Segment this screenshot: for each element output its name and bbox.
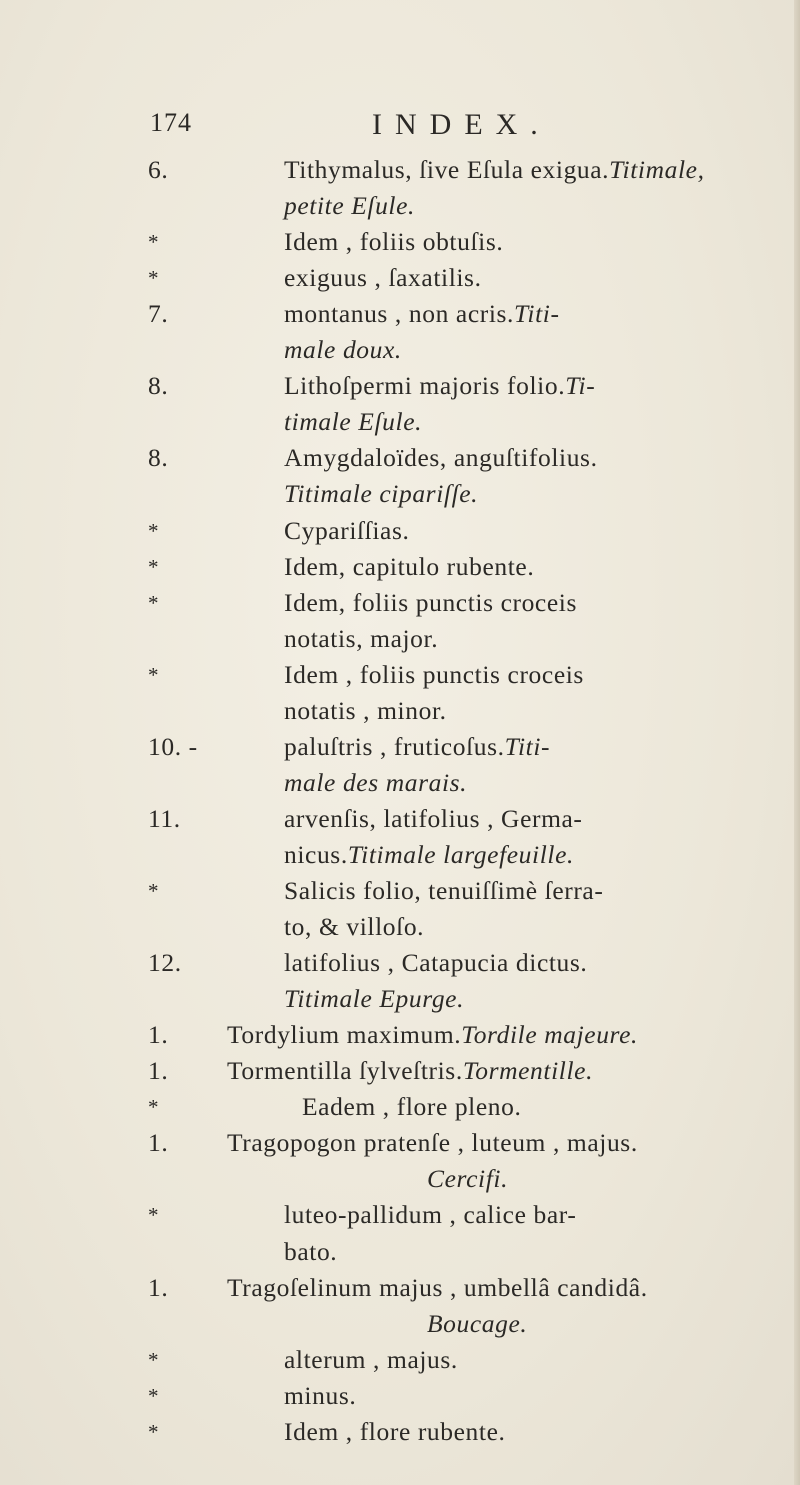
asterisk-marker: * bbox=[148, 590, 160, 615]
latin-name: nicus. bbox=[284, 839, 348, 869]
index-line bbox=[0, 948, 800, 986]
french-name: timale Eſule. bbox=[284, 407, 423, 437]
entry-number: 12. bbox=[148, 948, 182, 978]
index-line bbox=[0, 1237, 800, 1275]
asterisk-marker: * bbox=[148, 518, 160, 543]
latin-name: Cypariſſias. bbox=[284, 515, 410, 545]
index-line bbox=[0, 407, 800, 445]
latin-name: Amygdaloïdes, anguſtifolius. bbox=[284, 443, 598, 473]
latin-name: Idem , foliis punctis croceis bbox=[284, 659, 584, 689]
index-line bbox=[0, 552, 800, 590]
latin-name: minus. bbox=[284, 1380, 357, 1410]
latin-name: Tormentilla ſylveſtris. bbox=[227, 1056, 463, 1086]
index-line bbox=[0, 588, 800, 626]
index-line bbox=[0, 1020, 800, 1058]
latin-name: luteo-pallidum , calice bar- bbox=[284, 1200, 577, 1230]
entry-number: 1. bbox=[148, 1272, 169, 1302]
index-line bbox=[0, 479, 800, 517]
entry-number: 8. bbox=[148, 371, 169, 401]
index-line bbox=[0, 1273, 800, 1311]
entry-number: 1. bbox=[148, 1020, 169, 1050]
page-title: INDEX. bbox=[372, 108, 551, 141]
latin-name: arvenſis, latifolius , Germa- bbox=[284, 803, 583, 833]
latin-name: Eadem , flore pleno. bbox=[302, 1092, 522, 1122]
index-line bbox=[0, 768, 800, 806]
french-name: Titimale largefeuille. bbox=[347, 839, 574, 869]
index-line bbox=[0, 1309, 800, 1347]
index-line bbox=[0, 1128, 800, 1166]
latin-name: Tordylium maximum. bbox=[227, 1020, 462, 1050]
index-line bbox=[0, 732, 800, 770]
asterisk-marker: * bbox=[148, 879, 160, 903]
entry-number: 10. - bbox=[148, 731, 198, 761]
french-name: male des marais. bbox=[284, 767, 468, 797]
latin-name: bato. bbox=[284, 1236, 338, 1266]
french-name: Tormentille. bbox=[462, 1056, 594, 1086]
french-name: Titi- bbox=[514, 299, 560, 329]
french-name: Titimale, bbox=[609, 155, 705, 184]
french-name: petite Eſule. bbox=[284, 191, 416, 221]
asterisk-marker: * bbox=[148, 662, 160, 687]
index-line bbox=[0, 876, 800, 914]
latin-name: notatis, major. bbox=[284, 623, 439, 653]
index-line bbox=[0, 1200, 800, 1238]
french-name: Titi- bbox=[504, 731, 551, 761]
french-name: Tordile majeure. bbox=[461, 1020, 639, 1050]
entry-number: 7. bbox=[148, 299, 169, 329]
entry-number: 11. bbox=[148, 803, 181, 833]
asterisk-marker: * bbox=[148, 1203, 160, 1228]
latin-name: Idem, capitulo rubente. bbox=[284, 551, 535, 581]
index-line bbox=[0, 984, 800, 1022]
latin-name: exiguus , ſaxatilis. bbox=[284, 263, 482, 293]
index-line bbox=[0, 263, 800, 301]
latin-name: notatis , minor. bbox=[284, 695, 447, 725]
index-line bbox=[0, 804, 800, 842]
index-line bbox=[0, 443, 800, 481]
index-line bbox=[0, 516, 800, 554]
index-line bbox=[0, 1417, 800, 1455]
french-name: Titimale Epurge. bbox=[284, 984, 465, 1014]
french-name: Cercifi. bbox=[427, 1164, 509, 1194]
asterisk-marker: * bbox=[148, 266, 160, 291]
index-line bbox=[0, 696, 800, 734]
asterisk-marker: * bbox=[148, 1095, 160, 1120]
index-line bbox=[0, 1092, 800, 1130]
index-line bbox=[0, 1164, 800, 1202]
latin-name: paluſtris , fruticoſus. bbox=[284, 731, 505, 761]
index-line bbox=[0, 840, 800, 878]
index-line bbox=[0, 1381, 800, 1419]
asterisk-marker: * bbox=[148, 1419, 160, 1444]
latin-name: Idem , flore rubente. bbox=[284, 1416, 506, 1446]
latin-name: to, & villoſo. bbox=[284, 912, 425, 942]
latin-name: alterum , majus. bbox=[284, 1344, 458, 1374]
page-number: 174 bbox=[150, 108, 192, 137]
latin-name: Tragoſelinum majus , umbellâ candidâ. bbox=[227, 1272, 648, 1302]
latin-name: latifolius , Catapucia dictus. bbox=[284, 948, 588, 978]
latin-name: Idem, foliis punctis croceis bbox=[284, 587, 577, 617]
index-line bbox=[0, 1056, 800, 1094]
index-line bbox=[0, 624, 800, 662]
index-line bbox=[0, 371, 800, 409]
french-name: Titimale cipariſſe. bbox=[284, 479, 479, 509]
index-line bbox=[0, 335, 800, 373]
latin-name: Salicis folio, tenuiſſimè ſerra- bbox=[284, 876, 604, 905]
entry-number: 6. bbox=[148, 155, 169, 184]
asterisk-marker: * bbox=[148, 1383, 160, 1408]
asterisk-marker: * bbox=[148, 1347, 160, 1372]
index-line bbox=[0, 155, 800, 193]
french-name: male doux. bbox=[284, 335, 402, 365]
index-line bbox=[0, 660, 800, 698]
entry-number: 1. bbox=[148, 1128, 169, 1158]
asterisk-marker: * bbox=[148, 554, 160, 579]
latin-name: Lithoſpermi majoris folio. bbox=[284, 371, 566, 401]
french-name: Boucage. bbox=[427, 1308, 528, 1338]
index-line bbox=[0, 227, 800, 265]
entry-number: 1. bbox=[148, 1056, 169, 1086]
asterisk-marker: * bbox=[148, 230, 160, 255]
entry-number: 8. bbox=[148, 443, 169, 473]
index-line bbox=[0, 1345, 800, 1383]
latin-name: Tithymalus, ſive Eſula exigua. bbox=[284, 155, 610, 184]
index-line bbox=[0, 912, 800, 950]
index-line bbox=[0, 191, 800, 229]
index-line bbox=[0, 299, 800, 337]
latin-name: Tragopogon pratenſe , luteum , majus. bbox=[227, 1128, 638, 1158]
latin-name: Idem , foliis obtuſis. bbox=[284, 227, 504, 257]
french-name: Ti- bbox=[565, 371, 596, 401]
latin-name: montanus , non acris. bbox=[284, 299, 515, 329]
